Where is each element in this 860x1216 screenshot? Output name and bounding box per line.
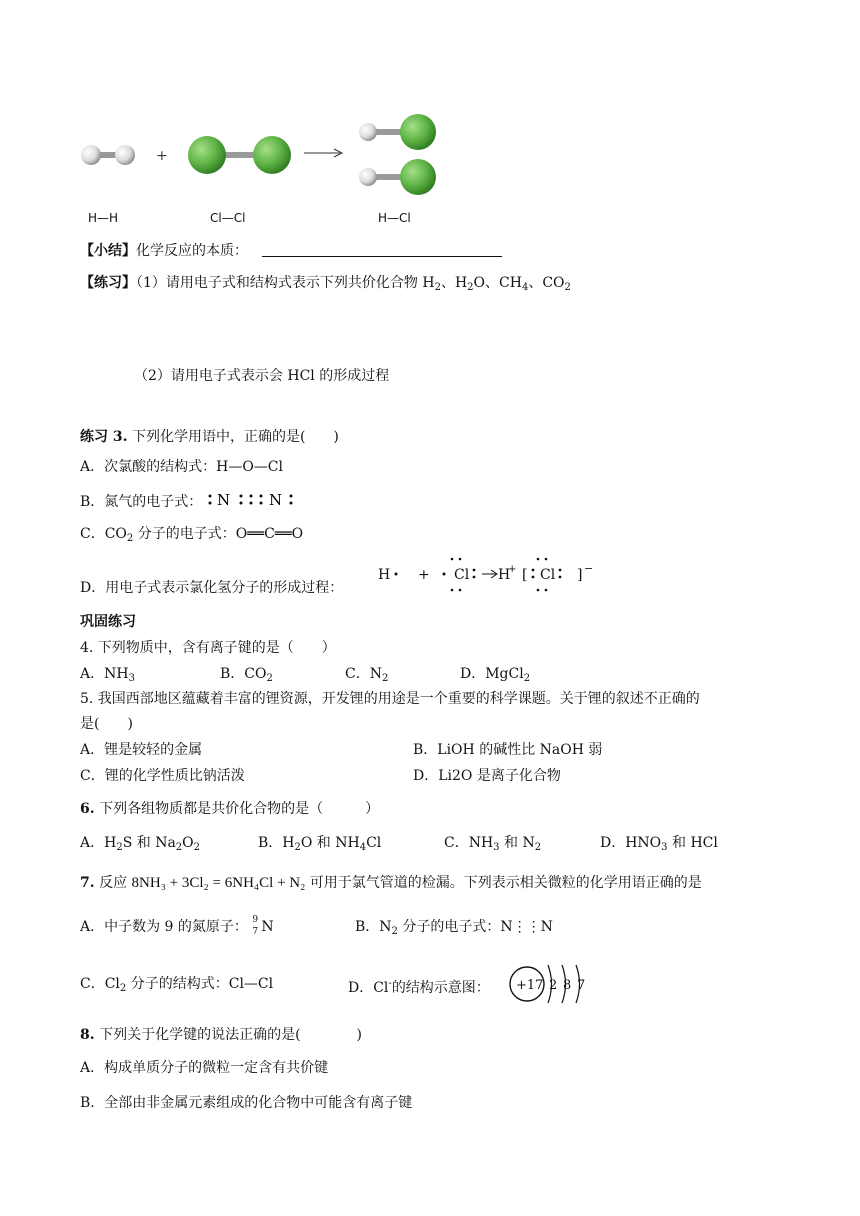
q5-option-a: A．锂是较轻的金属 xyxy=(80,742,203,758)
nuclide-symbol: 9 7 N xyxy=(252,915,274,937)
practice-tag: 【练习】 xyxy=(80,275,136,291)
summary-tag: 【小结】 xyxy=(80,243,136,259)
practice-q1: 【练习】（1）请用电子式和结构式表示下列共价化合物 $H_2$、$H_2O$、$CH_4$、$CO_2$ xyxy=(80,275,571,293)
svg-text:7: 7 xyxy=(577,978,586,993)
summary-line xyxy=(80,241,502,261)
svg-text:+17: +17 xyxy=(516,978,544,993)
q6-option-b: B．$H_2O$ 和 $NH_4Cl$ xyxy=(258,835,382,853)
q4-option-b: B．$CO_2$ xyxy=(220,666,273,684)
q6-option-c: C．$NH_3$ 和 $N_2$ xyxy=(444,835,542,853)
hcl-molecule xyxy=(359,159,436,195)
hcl-formation-diagram xyxy=(374,552,640,596)
hcl-molecule xyxy=(359,114,436,150)
q7-option-c: C．$Cl_2$ 分子的结构式：Cl—Cl xyxy=(80,976,274,994)
svg-text:H: H xyxy=(498,567,511,583)
q7-stem: 7. 反应 8NH₃ + 3Cl₂ = 6NH₄Cl + N₂ 可用于氯气管道的检漏。下列表示相关微粒的化学用语正确的是 xyxy=(80,875,702,891)
q7-option-b: B．$N_2$ 分子的电子式：N⋮⋮N xyxy=(355,919,553,937)
label-h2: H—H xyxy=(88,211,119,225)
q3-option-b: B．氮气的电子式： N N xyxy=(80,490,317,512)
svg-text:N: N xyxy=(216,491,230,509)
q3-stem: 练习 3. 下列化学用语中，正确的是( ) xyxy=(80,429,339,445)
svg-text:Cl: Cl xyxy=(540,567,556,583)
q8-stem: 8. 下列关于化学键的说法正确的是( ) xyxy=(80,1027,362,1043)
q6-option-a: A．$H_2S$ 和 $Na_2O_2$ xyxy=(80,835,201,853)
q3-option-c: C．$CO_2$ 分子的电子式：O══C══O xyxy=(80,526,304,544)
q5-option-d: D．Li2O 是离子化合物 xyxy=(413,768,561,784)
q8-option-a: A．构成单质分子的微粒一定含有共价键 xyxy=(80,1060,329,1076)
q5-stem-line2: 是( ) xyxy=(80,716,133,732)
svg-text:8: 8 xyxy=(563,978,572,993)
q4-option-d: D．MgCl$_2$ xyxy=(460,666,531,684)
q5-option-b: B．LiOH 的碱性比 NaOH 弱 xyxy=(413,742,603,758)
q4-option-c: C．$N_2$ xyxy=(345,666,389,684)
q8-option-b: B．全部由非金属元素组成的化合物中可能含有离子键 xyxy=(80,1095,413,1111)
svg-text:H: H xyxy=(378,567,391,583)
q7-option-a: A．中子数为 9 的氮原子： 9 7 N xyxy=(80,917,276,937)
label-hcl: H—Cl xyxy=(378,211,411,225)
q4-option-a: A．$NH_3$ xyxy=(80,666,135,684)
answer-blank xyxy=(262,242,502,257)
cl-ion-structure-diagram xyxy=(505,962,595,1008)
svg-text:[: [ xyxy=(522,567,528,583)
svg-text:+: + xyxy=(418,567,430,583)
q5-stem-line1: 5. 我国西部地区蕴藏着丰富的锂资源，开发锂的用途是一个重要的科学课题。关于锂的叙述不正确的 xyxy=(80,691,700,707)
svg-text:]: ] xyxy=(577,567,583,583)
n2-electron-dot xyxy=(207,490,317,510)
practice-q2: （2）请用电子式表示会 HCl 的形成过程 xyxy=(134,368,390,384)
q3-option-d: D．用电子式表示氯化氢分子的形成过程： xyxy=(80,580,344,596)
q5-option-c: C．锂的化学性质比钠活泼 xyxy=(80,768,245,784)
cl2-molecule xyxy=(188,136,291,174)
svg-text:−: − xyxy=(584,562,594,575)
h2-molecule xyxy=(81,145,135,165)
q7-equation: 8NH₃ + 3Cl₂ = 6NH₄Cl + N₂ xyxy=(131,875,306,891)
q4-stem: 4. 下列物质中，含有离子键的是（ ） xyxy=(80,640,336,656)
svg-text:2: 2 xyxy=(549,978,558,993)
reaction-arrow xyxy=(304,149,342,157)
q6-stem: 6. 下列各组物质都是共价化合物的是（ ） xyxy=(80,801,380,817)
plus-sign: + xyxy=(156,148,168,164)
summary-text: 化学反应的本质： xyxy=(136,243,248,259)
label-cl2: Cl—Cl xyxy=(210,211,246,225)
svg-text:+: + xyxy=(508,564,517,575)
section-title: 巩固练习 xyxy=(80,614,136,630)
svg-text:N: N xyxy=(268,491,282,509)
q7-option-d: D．Cl-的结构示意图： xyxy=(348,978,490,996)
svg-text:Cl: Cl xyxy=(454,567,470,583)
q6-option-d: D．$HNO_3$ 和 HCl xyxy=(600,835,718,853)
q3-option-a: A．次氯酸的结构式：H—O—Cl xyxy=(80,459,283,475)
